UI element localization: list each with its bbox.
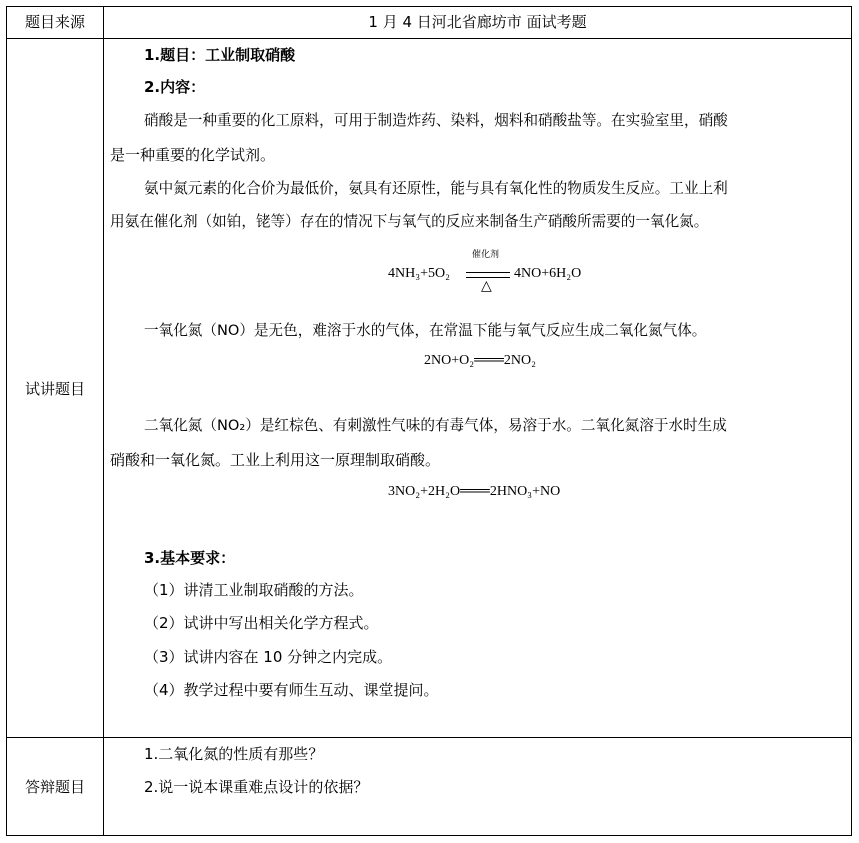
equation-1-left: 4NH₃+5O₂ bbox=[388, 266, 450, 281]
requirement-item-2: （2）试讲中写出相关化学方程式。 bbox=[144, 614, 379, 632]
paragraph-2-line-2: 用氨在催化剂（如铂，铑等）存在的情况下与氧气的反应来制备生产硝酸所需要的一氧化氮。 bbox=[110, 213, 709, 230]
source-label: 题目来源 bbox=[24, 13, 85, 31]
equation-1-right: 4NO+6H₂O bbox=[514, 266, 582, 281]
paragraph-3: 一氧化氮（NO）是无色，难溶于水的气体，在常温下能与氧气反应生成二氧化氮气体。 bbox=[144, 322, 707, 339]
equation-1-condition-heat: △ bbox=[481, 278, 492, 294]
lecture-row-border bbox=[6, 737, 852, 738]
equation-1-condition-catalyst: 催化剂 bbox=[472, 250, 500, 260]
requirement-item-4: （4）教学过程中要有师生互动、课堂提问。 bbox=[144, 681, 439, 699]
equation-2: 2NO+O₂═══2NO₂ bbox=[424, 353, 536, 368]
table-bottom-border bbox=[6, 835, 852, 836]
requirement-item-3: （3）试讲内容在 10 分钟之内完成。 bbox=[144, 648, 393, 666]
requirements-heading: 3.基本要求： bbox=[144, 549, 236, 567]
paragraph-4-line-1: 二氧化氮（NO₂）是红棕色、有刺激性气味的有毒气体，易溶于水。二氧化氮溶于水时生成 bbox=[144, 417, 727, 434]
paragraph-1-line-2: 是一种重要的化学试剂。 bbox=[110, 146, 276, 164]
table-top-border bbox=[6, 6, 852, 7]
table-left-border bbox=[6, 6, 7, 835]
paragraph-1-line-1: 硝酸是一种重要的化工原料，可用于制造炸药、染料，烟料和硝酸盐等。在实验室里，硝酸 bbox=[144, 112, 728, 129]
defense-question-1: 1.二氧化氮的性质有那些？ bbox=[144, 745, 324, 763]
header-row-border bbox=[6, 38, 852, 39]
column-divider bbox=[103, 6, 104, 835]
table-right-border bbox=[851, 6, 852, 835]
source-value: 1 月 4 日河北省廊坊市 面试考题 bbox=[368, 13, 587, 31]
content-heading: 2.内容： bbox=[144, 78, 206, 96]
equation-3: 3NO₂+2H₂O═══2HNO₃+NO bbox=[388, 484, 561, 499]
lecture-title: 1.题目：工业制取硝酸 bbox=[144, 46, 296, 64]
lecture-label: 试讲题目 bbox=[24, 380, 85, 398]
defense-label: 答辩题目 bbox=[24, 778, 85, 796]
paragraph-4-line-2: 硝酸和一氧化氮。工业上利用这一原理制取硝酸。 bbox=[110, 451, 441, 469]
defense-question-2: 2.说一说本课重难点设计的依据？ bbox=[144, 778, 369, 796]
paragraph-2-line-1: 氨中氮元素的化合价为最低价，氨具有还原性，能与具有氧化性的物质发生反应。工业上利 bbox=[144, 180, 728, 197]
requirement-item-1: （1）讲清工业制取硝酸的方法。 bbox=[144, 581, 364, 599]
